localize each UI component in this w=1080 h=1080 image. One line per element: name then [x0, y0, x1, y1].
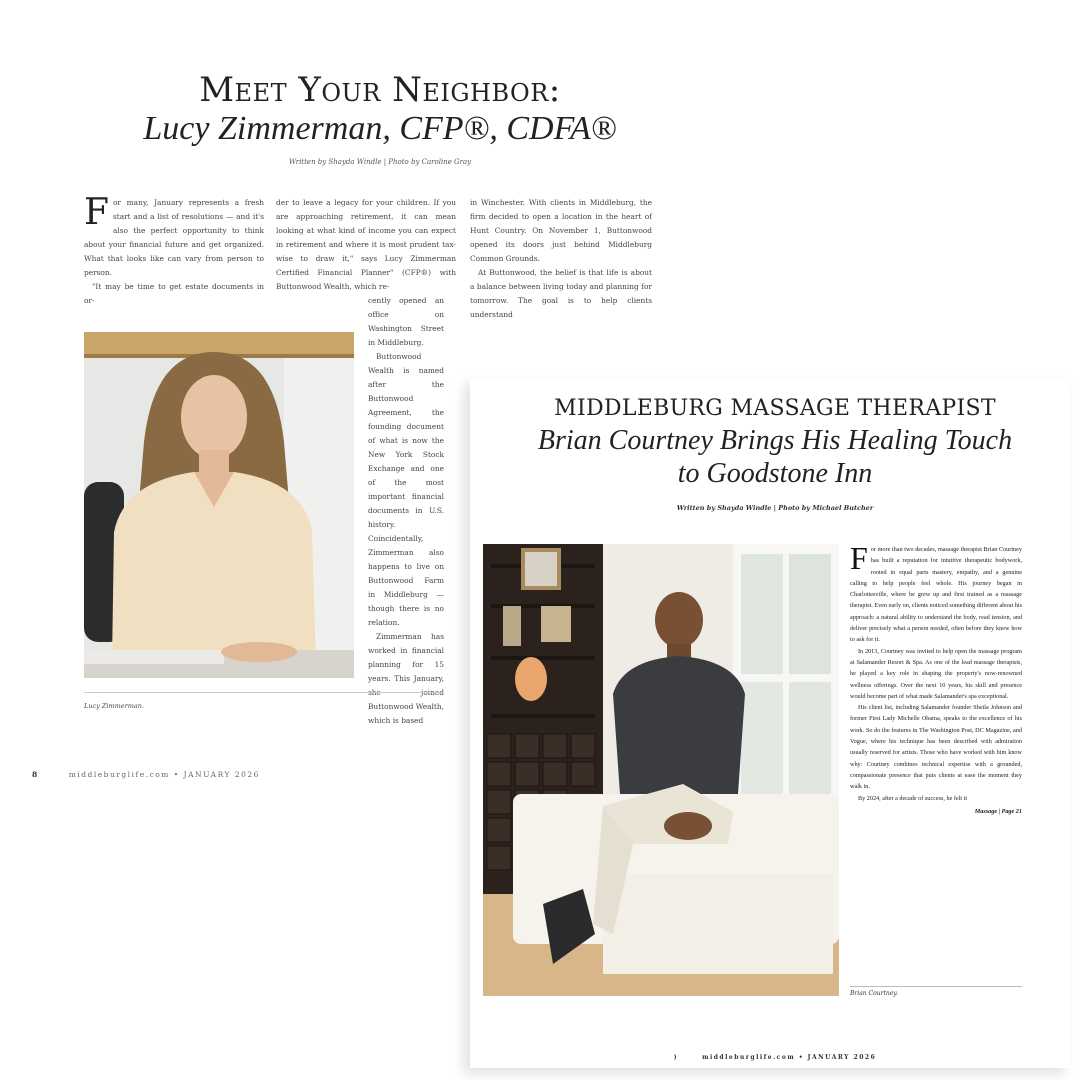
- page-number: ): [673, 1054, 679, 1061]
- page-number: 8: [32, 770, 39, 779]
- continued-on-page: Massage | Page 21: [974, 807, 1022, 815]
- paragraph: At Buttonwood, the belief is that life is about a balance between living today and planning for tomorrow. The goal is to help clients understand: [470, 268, 652, 319]
- portrait-photo-lucy-zimmerman: [84, 332, 354, 678]
- paragraph: cently opened an office on Washington Street in Middleburg.: [368, 296, 444, 347]
- magazine-page-left: [0, 0, 652, 800]
- page-footer: [32, 770, 260, 779]
- paragraph: His client list, including Salamander founder Sheila Johnson and former First Lady Michelle Obama, speaks to the excellence of his work. So do the features in The Washington Post, DC Magazine, and Vogue, where his technique has been described with admiration usually reserved for artists. Those who have worked with him know why: Courtney combines technical expertise with a grounded, compassionate presence that puts clients at ease the moment they walk in.: [850, 704, 1022, 791]
- paragraph: in Winchester. With clients in Middleburg, the firm decided to open a location in the heart of Hunt Country. On November 1, Buttonwood opened its doors just behind Middleburg Common Grounds.: [470, 198, 652, 263]
- paragraph: Zimmerman has worked in financial planning for 15 years. This January, Buttonwood Wealth, which is based: [368, 632, 444, 725]
- article-title-line2: Lucy Zimmerman, CFP®, CDFA®: [143, 110, 617, 147]
- paragraph: In 2013, Courtney was invited to help open the massage program at Salamander Resort & Spa. As one of the lead massage therapists, he played a key role in shaping the property's now-renowned wellness offerings. Over the next 10 years, his skill and presence would become part of what made Salamander's spa exceptional.: [850, 647, 1022, 700]
- portrait-photo-brian-courtney: [483, 544, 839, 996]
- drop-cap: F: [850, 540, 868, 576]
- text-column-3: [470, 196, 652, 322]
- paragraph: Buttonwood Wealth is named after the Buttonwood Agreement, the founding document of what is now the New York Stock Exchange and one of the most important financial documents in U.S. history. Coincidentally, Zimmerman also happens to live on Buttonwood Farm in Middleburg — though there is no relation.: [368, 352, 444, 627]
- article-title-line1: Meet Your Neighbor:: [199, 70, 561, 110]
- paragraph: or many, January represents a fresh start and a list of resolutions — and it's also the perfect opportunity to think about your financial future and get organized. What that looks like can vary from person to person.: [84, 198, 264, 277]
- text-column-2: [276, 196, 456, 294]
- divider: [850, 986, 1022, 987]
- photo-caption: Brian Courtney.: [850, 990, 898, 997]
- text-column-2-wrap: [368, 294, 444, 725]
- magazine-page-right: [470, 378, 1070, 1068]
- article-credit: Written by Shayda Windle | Photo by Caroline Gray: [288, 158, 472, 166]
- title-line: to Goodstone Inn: [677, 458, 873, 489]
- photo-caption: Lucy Zimmerman.: [84, 702, 145, 710]
- article-title-line1: MIDDLEBURG MASSAGE THERAPIST: [554, 396, 996, 421]
- article-title-line2: [470, 424, 1080, 490]
- title-line: Brian Courtney Brings His Healing Touch: [537, 425, 1013, 456]
- paragraph: der to leave a legacy for your children. If you are approaching retirement, it can mean looking at what kind of income you can expect in retirement and where it is most prudent tax-wise to draw it," says Lucy Zimmerman Certified Financial Planner" (CFP®) with Buttonwood Wealth, which re-: [276, 198, 456, 291]
- article-body: [850, 540, 1022, 817]
- paragraph: "It may be time to get estate documents in or-: [84, 282, 264, 305]
- divider: [84, 692, 444, 693]
- page-footer: [470, 1054, 1080, 1061]
- paragraph: or more than two decades, massage therapist Brian Courtney has built a reputation for intuitive therapeutic bodywork, rooted in equal parts mastery, empathy, and a genuine calling to help people feel whole. His journey began in Charlottesville, where he grew up and first trained as a massage therapist. Even early on, clients noticed something different about his approach: a natural ability to understand the body, read tension, and deliver precisely what a person needed, often before they knew how to ask for it.: [850, 546, 1022, 644]
- footer-text: middleburglife.com • JANUARY 2026: [702, 1054, 877, 1061]
- article-credit: Written by Shayda Windle | Photo by Michael Butcher: [676, 504, 874, 512]
- footer-text: middleburglife.com • JANUARY 2026: [68, 770, 260, 779]
- drop-cap: F: [84, 192, 109, 233]
- paragraph: By 2024, after a decade of success, he felt it: [858, 794, 968, 802]
- text-column-1: [84, 192, 264, 308]
